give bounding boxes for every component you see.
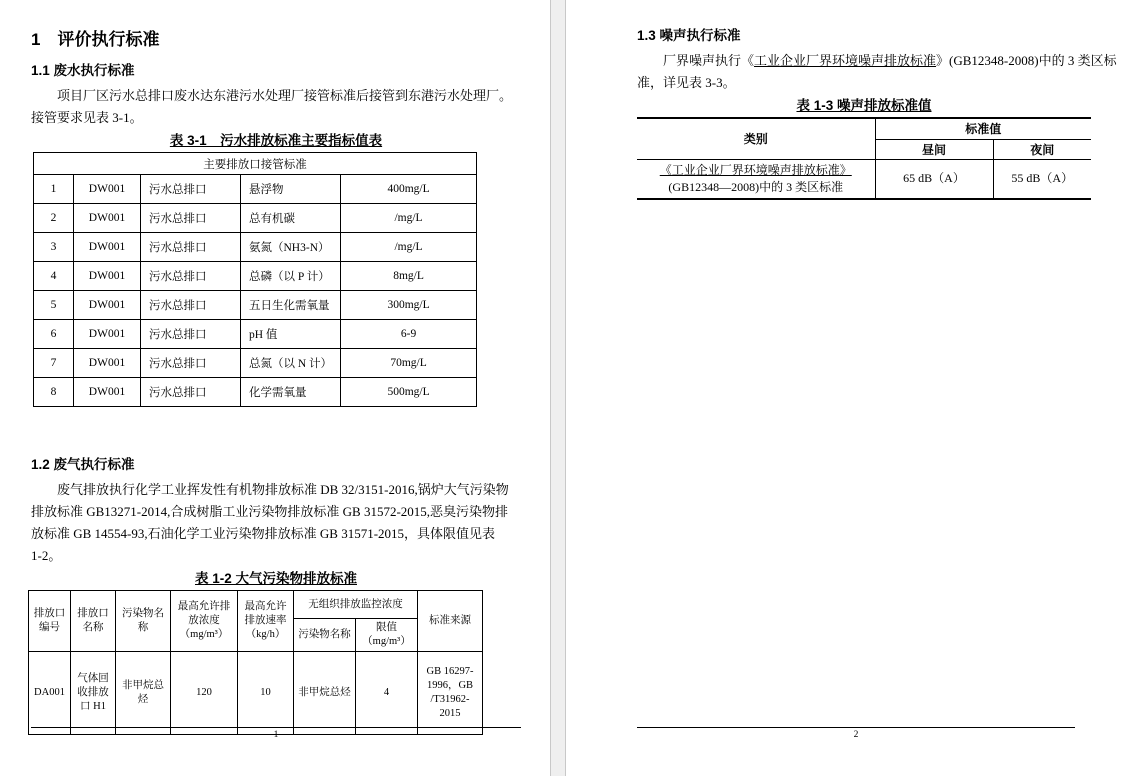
page-2 — [566, 0, 1130, 776]
footer-rule — [31, 727, 521, 728]
page-1 — [0, 0, 550, 776]
standard-name-line: 《工业企业厂界环境噪声排放标准》 — [659, 162, 852, 177]
table-row — [29, 652, 483, 735]
section-1-3-heading: 1.3 噪声执行标准 — [637, 28, 741, 43]
table-cell: DW001 — [74, 233, 141, 262]
table-cell: 污水总排口 — [141, 349, 241, 378]
table-cell: 2 — [34, 204, 74, 233]
table-cell: 气体回收排放口 H1 — [71, 652, 116, 735]
page-number: 2 — [853, 730, 859, 740]
paragraph-text: 》(GB12348-2008)中的 3 类区标 — [936, 53, 1117, 68]
table-row — [34, 320, 477, 349]
table-1-2-title: 表 1-2 大气污染物排放标准 — [194, 571, 357, 586]
table-cell: DA001 — [29, 652, 71, 735]
table-cell: 总磷（以 P 计） — [241, 262, 341, 291]
table-cell: DW001 — [74, 378, 141, 407]
table-cell: 污水总排口 — [141, 175, 241, 204]
table-row — [29, 591, 483, 619]
table-cell: 10 — [238, 652, 294, 735]
table-cell: 5 — [34, 291, 74, 320]
paragraph-line: 接管要求见表 3-1。 — [31, 110, 143, 125]
table-row — [34, 291, 477, 320]
table-row — [34, 153, 477, 175]
section-1-3-paragraph — [637, 50, 1117, 94]
table-cell: /mg/L — [341, 233, 477, 262]
table-cell: 悬浮物 — [241, 175, 341, 204]
section-spacer — [31, 407, 521, 455]
table-1-2-air-pollutant-standards — [28, 590, 483, 735]
table-cell: DW001 — [74, 262, 141, 291]
table-row — [637, 159, 1091, 199]
table-cell: 非甲烷总烃 — [116, 652, 171, 735]
table-cell: DW001 — [74, 204, 141, 233]
table-header-cell: 主要排放口接管标准 — [34, 153, 477, 175]
section-1-2-paragraph — [31, 479, 521, 567]
table-header-cell: 污染物名称 — [294, 619, 356, 652]
table-1-3-noise-standards — [637, 117, 1091, 200]
table-cell: 五日生化需氧量 — [241, 291, 341, 320]
page-gap — [550, 0, 566, 776]
underlined-standard-name: 工业企业厂界环境噪声排放标准 — [754, 53, 937, 68]
table-3-1-wastewater-standards — [33, 152, 477, 407]
paragraph-text: 厂界噪声执行《 — [663, 53, 755, 68]
table-header-cell: 限值（mg/m³） — [356, 619, 418, 652]
paragraph-line: 准，详见表 3-3。 — [637, 75, 736, 90]
table-cell: 8 — [34, 378, 74, 407]
table-row — [34, 233, 477, 262]
table-header-cell: 无组织排放监控浓度 — [294, 591, 418, 619]
table-cell: 4 — [356, 652, 418, 735]
table-header-cell: 类别 — [637, 118, 875, 159]
table-header-cell: 标准来源 — [418, 591, 483, 652]
table-cell — [637, 159, 875, 199]
table-cell: 300mg/L — [341, 291, 477, 320]
table-cell: DW001 — [74, 291, 141, 320]
table-cell: 70mg/L — [341, 349, 477, 378]
table-header-cell: 标准值 — [875, 118, 1091, 139]
paragraph-line: 放标准 GB 14554-93,石油化学工业污染物排放标准 GB 31571-2015，具体限值见表 — [31, 526, 496, 541]
table-header-cell: 昼间 — [875, 139, 993, 159]
table-cell: 污水总排口 — [141, 204, 241, 233]
table-header-cell: 夜间 — [993, 139, 1091, 159]
table-1-3-title: 表 1-3 噪声排放标准值 — [796, 98, 932, 113]
table-cell: 污水总排口 — [141, 291, 241, 320]
table-3-1-title: 表 3-1 污水排放标准主要指标值表 — [169, 133, 383, 148]
table-cell: 非甲烷总烃 — [294, 652, 356, 735]
table-cell: DW001 — [74, 320, 141, 349]
table-cell: 3 — [34, 233, 74, 262]
section-1-1-paragraph — [31, 85, 521, 129]
table-cell: 7 — [34, 349, 74, 378]
section-1-1-heading: 1.1 废水执行标准 — [31, 63, 135, 78]
table-header-cell: 污染物名称 — [116, 591, 171, 652]
table-cell: 污水总排口 — [141, 378, 241, 407]
table-cell: DW001 — [74, 175, 141, 204]
table-cell: 65 dB（A） — [875, 159, 993, 199]
table-row — [34, 378, 477, 407]
table-cell: 总氮（以 N 计） — [241, 349, 341, 378]
table-cell: 氨氮（NH3-N） — [241, 233, 341, 262]
table-header-cell: 排放口名称 — [71, 591, 116, 652]
table-cell: DW001 — [74, 349, 141, 378]
table-row — [34, 204, 477, 233]
table-header-cell: 排放口编号 — [29, 591, 71, 652]
table-cell: 6-9 — [341, 320, 477, 349]
table-cell: 8mg/L — [341, 262, 477, 291]
paragraph-line: 项目厂区污水总排口废水达东港污水处理厂接管标准后接管到东港污水处理厂。 — [57, 88, 513, 103]
table-cell: 化学需氧量 — [241, 378, 341, 407]
paragraph-line: 废气排放执行化学工业挥发性有机物排放标准 DB 32/3151-2016,锅炉大气污染物 — [57, 482, 509, 497]
standard-name-line: (GB12348—2008)中的 3 类区标准 — [668, 179, 844, 194]
table-cell: GB 16297-1996，GB /T31962-2015 — [418, 652, 483, 735]
table-cell: pH 值 — [241, 320, 341, 349]
table-cell: /mg/L — [341, 204, 477, 233]
paragraph-line — [637, 50, 1117, 72]
table-cell: 4 — [34, 262, 74, 291]
table-cell: 55 dB（A） — [1011, 171, 1074, 186]
paragraph-line: 排放标准 GB13271-2014,合成树脂工业污染物排放标准 GB 31572-2015,恶臭污染物排 — [31, 504, 509, 519]
table-row — [34, 175, 477, 204]
page-number: 1 — [273, 730, 279, 740]
table-cell: 污水总排口 — [141, 233, 241, 262]
section-1-2-heading: 1.2 废气执行标准 — [31, 457, 135, 472]
table-header-cell: 最高允许排放浓度（mg/m³） — [171, 591, 238, 652]
table-cell: 400mg/L — [341, 175, 477, 204]
table-row — [34, 349, 477, 378]
table-cell: 污水总排口 — [141, 320, 241, 349]
table-row — [637, 118, 1091, 139]
table-cell: 500mg/L — [341, 378, 477, 407]
chapter-heading: 1 评价执行标准 — [31, 30, 160, 49]
table-cell: 总有机碳 — [241, 204, 341, 233]
table-cell: 污水总排口 — [141, 262, 241, 291]
table-cell: 120 — [171, 652, 238, 735]
table-cell: 1 — [34, 175, 74, 204]
table-header-cell: 最高允许排放速率（kg/h） — [238, 591, 294, 652]
table-row — [34, 262, 477, 291]
footer-rule — [637, 727, 1075, 728]
table-cell: 6 — [34, 320, 74, 349]
paragraph-line: 1-2。 — [31, 548, 62, 563]
